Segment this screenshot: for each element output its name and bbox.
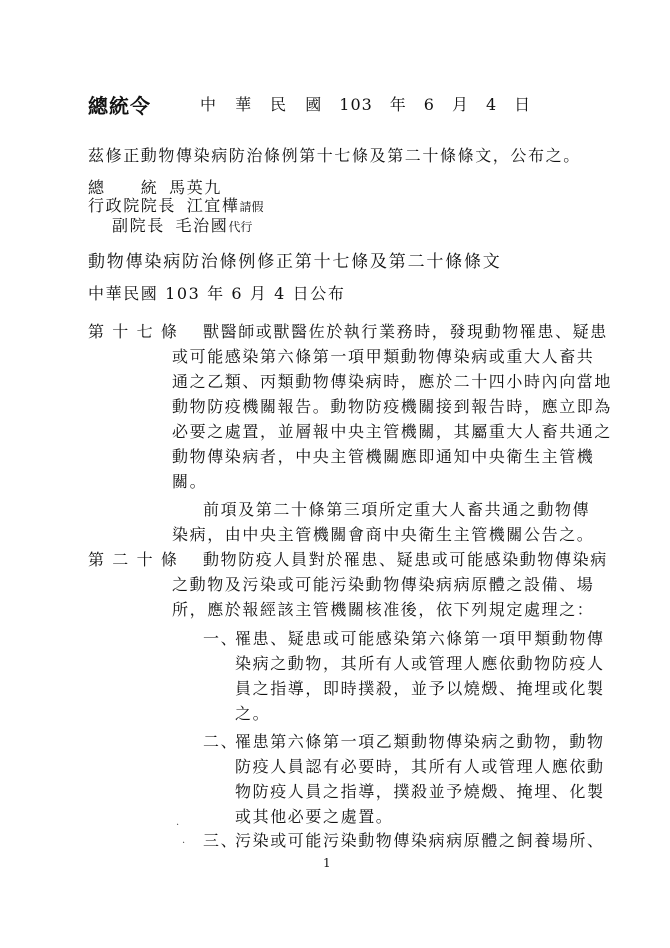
signature-title: 總 統 (88, 178, 159, 197)
signature-president (88, 178, 222, 198)
article-20-line: 所，應於報經該主管機關核准後，依下列規定處理之： (172, 600, 595, 619)
law-date: 中華民國 103 年 6 月 4 日公布 (88, 284, 346, 303)
signature-title: 副院長 (112, 216, 165, 235)
scan-speck: · (182, 838, 186, 849)
signature-note: 代行 (228, 220, 253, 234)
item-line: 或其他必要之處置。 (235, 807, 394, 826)
item-line: 罹患第六條第一項乙類動物傳染病之動物，動物 (235, 732, 605, 751)
page-number: 1 (323, 856, 331, 870)
item-line: 染病之動物，其所有人或管理人應依動物防疫人 (235, 654, 605, 673)
scan-speck: · (176, 820, 180, 831)
item-line: 物防疫人員之指導，撲殺並予燒燬、掩埋、化製 (235, 782, 605, 801)
promulgation-text: 茲修正動物傳染病防治條例第十七條及第二十條條文，公布之。 (88, 146, 581, 165)
article-17-line: 動物傳染病者，中央主管機關應即通知中央衛生主管機 (172, 447, 595, 466)
signature-vice-premier (112, 216, 252, 237)
item-number: 一、 (203, 629, 239, 648)
item-line: 污染或可能污染動物傳染病病原體之飼養場所、 (235, 831, 605, 850)
article-17-line: 或可能感染第六條第一項甲類動物傳染病或重大人畜共 (172, 347, 595, 366)
signature-name: 馬英九 (169, 178, 222, 197)
article-17-line: 動物防疫機關報告。動物防疫機關接到報告時，應立即為 (172, 397, 613, 416)
item-line: 罹患、疑患或可能感染第六條第一項甲類動物傳 (235, 629, 605, 648)
signature-title: 行政院院長 (88, 196, 177, 215)
order-date: 中 華 民 國 103 年 6 月 4 日 (200, 95, 532, 114)
law-title: 動物傳染病防治條例修正第十七條及第二十條條文 (88, 252, 502, 272)
article-17-line: 獸醫師或獸醫佐於執行業務時，發現動物罹患、疑患 (203, 322, 608, 341)
signature-name: 毛治國 (175, 216, 229, 235)
article-17-line: 必要之處置，並層報中央主管機關，其屬重大人畜共通之 (172, 422, 613, 441)
article-17-line: 關。 (172, 472, 208, 491)
article-17-label: 第 十 七 條 (88, 322, 179, 341)
article-17-para2-line: 染病，由中央主管機關會商中央衛生主管機關公告之。 (172, 525, 595, 544)
article-20-line: 動物防疫人員對於罹患、疑患或可能感染動物傳染病 (203, 550, 608, 569)
item-line: 之。 (235, 704, 271, 723)
article-17-line: 通之乙類、丙類動物傳染病時，應於二十四小時內向當地 (172, 372, 613, 391)
item-line: 員之指導，即時撲殺，並予以燒燬、掩埋或化製 (235, 679, 605, 698)
item-number: 二、 (203, 732, 239, 751)
signature-premier (88, 196, 264, 217)
order-title: 總統令 (88, 94, 151, 118)
item-number: 三、 (203, 831, 239, 850)
article-20-label: 第 二 十 條 (88, 550, 179, 569)
signature-note: 請假 (239, 200, 264, 214)
item-line: 防疫人員認有必要時，其所有人或管理人應依動 (235, 757, 605, 776)
signature-name: 江宜樺 (186, 196, 240, 215)
article-17-para2-line: 前項及第二十條第三項所定重大人畜共通之動物傳 (203, 500, 591, 519)
article-20-line: 之動物及污染或可能污染動物傳染病病原體之設備、場 (172, 575, 595, 594)
